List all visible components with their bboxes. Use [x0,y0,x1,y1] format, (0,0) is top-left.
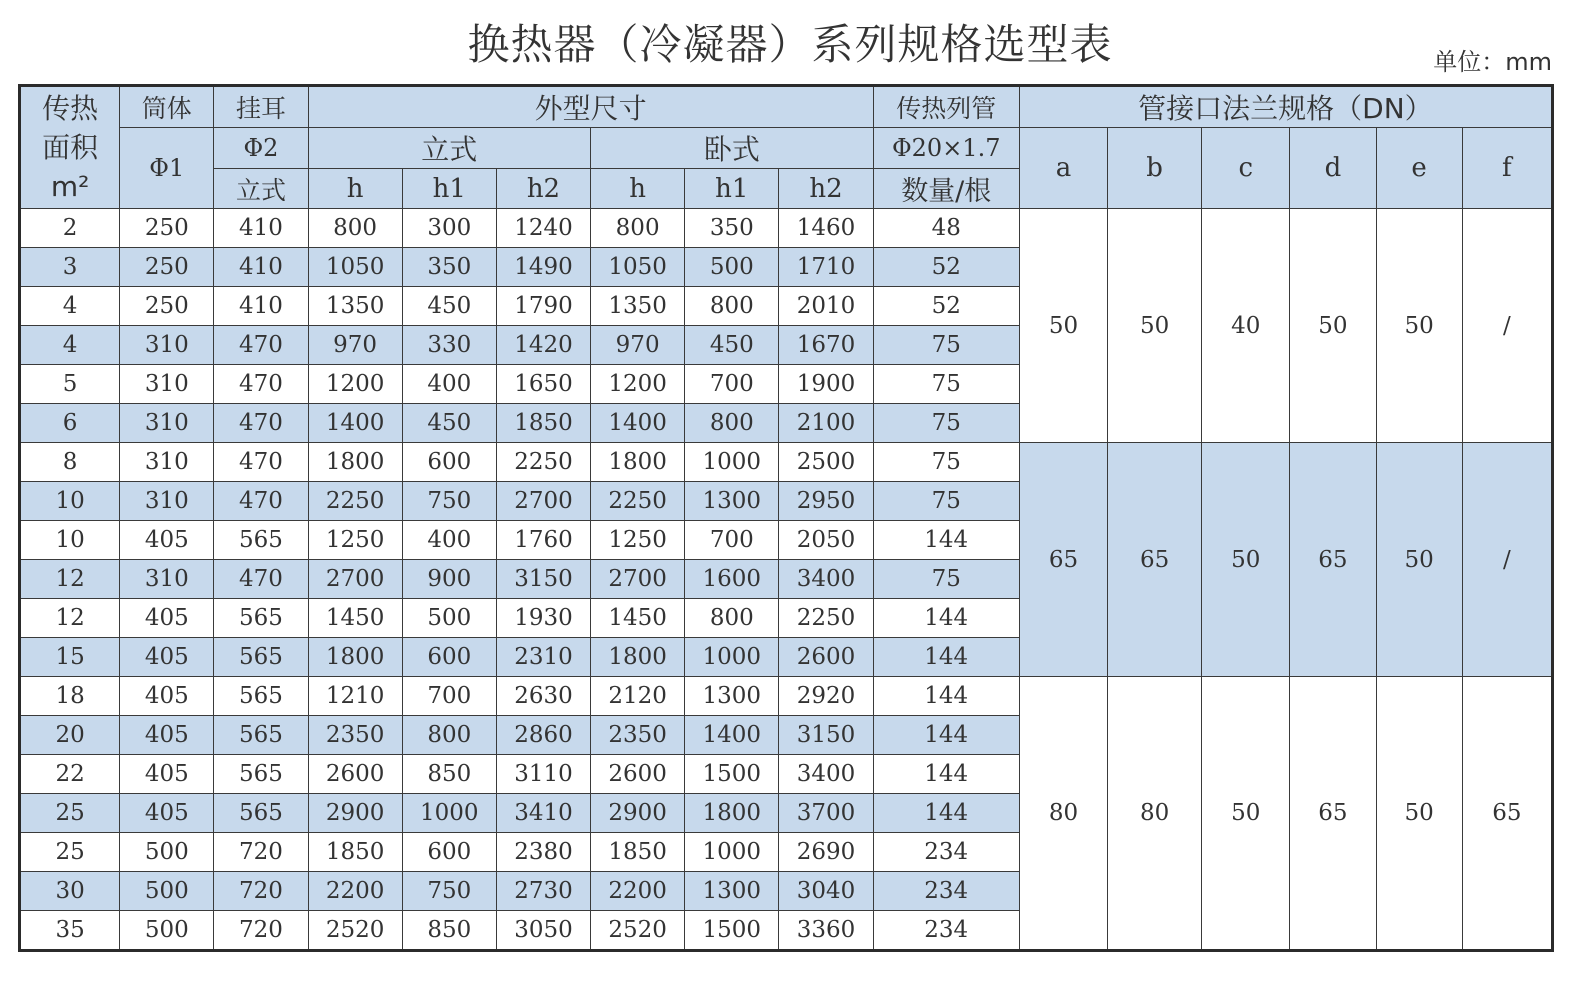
header-horizontal-h: h [591,169,685,209]
cell-vertical-h: 2700 [308,560,402,599]
cell-shell-d1: 405 [120,716,214,755]
cell-tube-count: 75 [873,326,1019,365]
cell-vertical-h2: 2380 [496,833,590,872]
cell-horizontal-h2: 1460 [779,209,873,248]
cell-shell-d1: 310 [120,560,214,599]
cell-horizontal-h1: 1500 [685,755,779,794]
cell-vertical-h1: 600 [402,443,496,482]
cell-lug-d2: 410 [214,248,308,287]
cell-tube-count: 234 [873,911,1019,951]
cell-vertical-h: 1050 [308,248,402,287]
cell-horizontal-h1: 800 [685,599,779,638]
cell-area: 10 [20,521,120,560]
cell-shell-d1: 310 [120,326,214,365]
cell-lug-d2: 470 [214,365,308,404]
page-title: 换热器（冷凝器）系列规格选型表 [467,20,1113,69]
cell-tube-count: 234 [873,872,1019,911]
cell-tube-count: 75 [873,404,1019,443]
cell-area: 8 [20,443,120,482]
flange-d-group-cell: 50 [1290,209,1376,443]
flange-c-group-cell: 50 [1202,677,1290,951]
cell-lug-d2: 565 [214,521,308,560]
flange-a-group-cell: 80 [1019,677,1107,951]
cell-horizontal-h2: 2920 [779,677,873,716]
cell-horizontal-h2: 2600 [779,638,873,677]
cell-horizontal-h: 2120 [591,677,685,716]
cell-area: 12 [20,560,120,599]
cell-vertical-h: 1210 [308,677,402,716]
cell-lug-d2: 720 [214,833,308,872]
cell-vertical-h: 1850 [308,833,402,872]
table-header [20,86,1553,209]
cell-vertical-h1: 300 [402,209,496,248]
cell-horizontal-h: 1250 [591,521,685,560]
cell-area: 6 [20,404,120,443]
cell-shell-d1: 500 [120,911,214,951]
cell-horizontal-h2: 3040 [779,872,873,911]
cell-vertical-h: 1800 [308,443,402,482]
cell-shell-d1: 500 [120,833,214,872]
cell-area: 2 [20,209,120,248]
header-shell-label: 筒体 [120,86,214,128]
flange-c-group-cell: 40 [1202,209,1290,443]
cell-area: 18 [20,677,120,716]
cell-horizontal-h1: 350 [685,209,779,248]
cell-lug-d2: 720 [214,872,308,911]
cell-vertical-h2: 1240 [496,209,590,248]
cell-vertical-h: 2200 [308,872,402,911]
cell-area: 4 [20,287,120,326]
header-flange-c: c [1202,128,1290,209]
cell-horizontal-h: 2250 [591,482,685,521]
cell-vertical-h2: 2310 [496,638,590,677]
cell-horizontal-h2: 3150 [779,716,873,755]
cell-lug-d2: 565 [214,599,308,638]
cell-horizontal-h1: 1300 [685,872,779,911]
cell-horizontal-h1: 1000 [685,833,779,872]
cell-tube-count: 48 [873,209,1019,248]
cell-area: 3 [20,248,120,287]
flange-f-group-cell: / [1462,443,1552,677]
cell-horizontal-h: 2900 [591,794,685,833]
cell-vertical-h: 2900 [308,794,402,833]
cell-horizontal-h1: 700 [685,365,779,404]
cell-vertical-h: 1350 [308,287,402,326]
cell-vertical-h2: 1650 [496,365,590,404]
cell-vertical-h: 1400 [308,404,402,443]
cell-horizontal-h2: 1670 [779,326,873,365]
cell-vertical-h2: 1760 [496,521,590,560]
cell-horizontal-h: 1800 [591,638,685,677]
header-lug-vertical: 立式 [214,169,308,209]
cell-area: 12 [20,599,120,638]
header-vertical-h: h [308,169,402,209]
cell-shell-d1: 310 [120,365,214,404]
header-flange-d: d [1290,128,1376,209]
spec-table [18,84,1554,952]
cell-lug-d2: 470 [214,326,308,365]
cell-horizontal-h1: 1000 [685,638,779,677]
cell-lug-d2: 470 [214,443,308,482]
cell-lug-d2: 565 [214,677,308,716]
cell-tube-count: 75 [873,365,1019,404]
cell-horizontal-h1: 800 [685,404,779,443]
cell-horizontal-h2: 1900 [779,365,873,404]
cell-vertical-h2: 2730 [496,872,590,911]
cell-lug-d2: 410 [214,209,308,248]
cell-horizontal-h1: 700 [685,521,779,560]
header-outer-dims: 外型尺寸 [308,86,873,128]
cell-vertical-h2: 2250 [496,443,590,482]
cell-tube-count: 144 [873,599,1019,638]
cell-horizontal-h1: 500 [685,248,779,287]
flange-b-group-cell: 80 [1108,677,1202,951]
cell-vertical-h1: 900 [402,560,496,599]
flange-b-group-cell: 50 [1108,209,1202,443]
cell-horizontal-h: 1450 [591,599,685,638]
cell-horizontal-h1: 1300 [685,677,779,716]
cell-tube-count: 52 [873,287,1019,326]
table-row [20,443,1553,482]
header-shell-symbol: Φ1 [120,128,214,209]
cell-horizontal-h: 1200 [591,365,685,404]
header-flange-e: e [1376,128,1462,209]
cell-lug-d2: 565 [214,716,308,755]
cell-shell-d1: 310 [120,482,214,521]
cell-horizontal-h1: 1400 [685,716,779,755]
cell-shell-d1: 310 [120,404,214,443]
header-area-unit: m² [50,170,90,203]
cell-shell-d1: 310 [120,443,214,482]
cell-vertical-h1: 350 [402,248,496,287]
cell-vertical-h1: 400 [402,365,496,404]
cell-area: 4 [20,326,120,365]
cell-vertical-h1: 850 [402,911,496,951]
cell-vertical-h: 2520 [308,911,402,951]
cell-tube-count: 144 [873,794,1019,833]
cell-vertical-h2: 1420 [496,326,590,365]
unit-label: 单位：mm [1433,48,1552,76]
cell-lug-d2: 410 [214,287,308,326]
cell-lug-d2: 720 [214,911,308,951]
cell-horizontal-h2: 2690 [779,833,873,872]
header-flange-f: f [1462,128,1552,209]
cell-lug-d2: 470 [214,482,308,521]
cell-horizontal-h2: 2100 [779,404,873,443]
header-tube-count: 数量/根 [873,169,1019,209]
cell-area: 5 [20,365,120,404]
cell-vertical-h2: 3110 [496,755,590,794]
cell-vertical-h1: 450 [402,404,496,443]
flange-a-group-cell: 65 [1019,443,1107,677]
header-horizontal-h1: h1 [685,169,779,209]
cell-tube-count: 144 [873,755,1019,794]
cell-horizontal-h2: 1710 [779,248,873,287]
cell-shell-d1: 405 [120,638,214,677]
header-tube-spec: Φ20×1.7 [873,128,1019,169]
cell-vertical-h2: 3050 [496,911,590,951]
flange-e-group-cell: 50 [1376,677,1462,951]
cell-vertical-h1: 330 [402,326,496,365]
flange-d-group-cell: 65 [1290,443,1376,677]
cell-tube-count: 75 [873,482,1019,521]
cell-horizontal-h1: 1500 [685,911,779,951]
cell-area: 20 [20,716,120,755]
cell-horizontal-h: 1050 [591,248,685,287]
header-horizontal-h2: h2 [779,169,873,209]
cell-vertical-h2: 3150 [496,560,590,599]
cell-vertical-h1: 600 [402,638,496,677]
cell-vertical-h: 1200 [308,365,402,404]
cell-horizontal-h: 2600 [591,755,685,794]
flange-f-group-cell: 65 [1462,677,1552,951]
cell-horizontal-h2: 2250 [779,599,873,638]
cell-vertical-h2: 2700 [496,482,590,521]
header-vertical-h2: h2 [496,169,590,209]
cell-shell-d1: 250 [120,209,214,248]
cell-shell-d1: 405 [120,755,214,794]
cell-vertical-h2: 1490 [496,248,590,287]
cell-vertical-h2: 1930 [496,599,590,638]
cell-lug-d2: 565 [214,755,308,794]
cell-area: 15 [20,638,120,677]
flange-a-group-cell: 50 [1019,209,1107,443]
cell-area: 25 [20,794,120,833]
cell-horizontal-h2: 2010 [779,287,873,326]
cell-vertical-h: 970 [308,326,402,365]
cell-shell-d1: 250 [120,287,214,326]
cell-horizontal-h2: 3400 [779,755,873,794]
cell-shell-d1: 405 [120,599,214,638]
cell-tube-count: 144 [873,677,1019,716]
cell-lug-d2: 565 [214,794,308,833]
cell-horizontal-h: 2700 [591,560,685,599]
cell-shell-d1: 405 [120,677,214,716]
cell-area: 30 [20,872,120,911]
header-area-line1: 传热 [42,92,99,125]
table-body [20,209,1553,951]
cell-vertical-h2: 2630 [496,677,590,716]
cell-area: 10 [20,482,120,521]
cell-vertical-h: 1250 [308,521,402,560]
header-lug-symbol: Φ2 [214,128,308,169]
cell-horizontal-h1: 1600 [685,560,779,599]
cell-vertical-h1: 850 [402,755,496,794]
cell-horizontal-h2: 3360 [779,911,873,951]
header-area-line2: 面积 [42,131,99,164]
cell-horizontal-h2: 3700 [779,794,873,833]
cell-shell-d1: 405 [120,521,214,560]
cell-vertical-h: 2600 [308,755,402,794]
header-area [20,86,120,209]
cell-tube-count: 75 [873,443,1019,482]
cell-horizontal-h: 970 [591,326,685,365]
cell-area: 35 [20,911,120,951]
cell-horizontal-h1: 800 [685,287,779,326]
cell-vertical-h1: 750 [402,872,496,911]
flange-c-group-cell: 50 [1202,443,1290,677]
cell-vertical-h1: 600 [402,833,496,872]
header-vertical-h1: h1 [402,169,496,209]
header-flange: 管接口法兰规格（DN） [1019,86,1552,128]
cell-tube-count: 144 [873,521,1019,560]
cell-vertical-h: 1450 [308,599,402,638]
cell-horizontal-h2: 2050 [779,521,873,560]
flange-b-group-cell: 65 [1108,443,1202,677]
cell-horizontal-h1: 1800 [685,794,779,833]
cell-vertical-h2: 3410 [496,794,590,833]
flange-f-group-cell: / [1462,209,1552,443]
cell-vertical-h: 800 [308,209,402,248]
cell-vertical-h1: 1000 [402,794,496,833]
cell-horizontal-h1: 450 [685,326,779,365]
cell-shell-d1: 405 [120,794,214,833]
header-flange-a: a [1019,128,1107,209]
cell-shell-d1: 250 [120,248,214,287]
cell-vertical-h1: 400 [402,521,496,560]
flange-e-group-cell: 50 [1376,209,1462,443]
cell-horizontal-h: 2350 [591,716,685,755]
flange-d-group-cell: 65 [1290,677,1376,951]
cell-vertical-h: 1800 [308,638,402,677]
header-vertical: 立式 [308,128,591,169]
cell-lug-d2: 470 [214,560,308,599]
header-horizontal: 卧式 [591,128,874,169]
flange-e-group-cell: 50 [1376,443,1462,677]
cell-vertical-h2: 1790 [496,287,590,326]
header-flange-b: b [1108,128,1202,209]
cell-vertical-h1: 800 [402,716,496,755]
cell-area: 22 [20,755,120,794]
cell-vertical-h1: 500 [402,599,496,638]
cell-horizontal-h1: 1300 [685,482,779,521]
cell-horizontal-h: 2520 [591,911,685,951]
table-row [20,209,1553,248]
cell-tube-count: 234 [873,833,1019,872]
cell-tube-count: 75 [873,560,1019,599]
cell-shell-d1: 500 [120,872,214,911]
cell-vertical-h2: 1850 [496,404,590,443]
cell-vertical-h1: 450 [402,287,496,326]
cell-horizontal-h2: 3400 [779,560,873,599]
cell-horizontal-h: 800 [591,209,685,248]
cell-lug-d2: 565 [214,638,308,677]
header-lug-label: 挂耳 [214,86,308,128]
cell-horizontal-h2: 2500 [779,443,873,482]
cell-tube-count: 144 [873,638,1019,677]
cell-horizontal-h2: 2950 [779,482,873,521]
cell-vertical-h2: 2860 [496,716,590,755]
cell-vertical-h1: 750 [402,482,496,521]
cell-horizontal-h: 1350 [591,287,685,326]
cell-lug-d2: 470 [214,404,308,443]
cell-horizontal-h: 1850 [591,833,685,872]
cell-horizontal-h1: 1000 [685,443,779,482]
table-row [20,677,1553,716]
cell-vertical-h: 2250 [308,482,402,521]
header-tube-label: 传热列管 [873,86,1019,128]
cell-horizontal-h: 2200 [591,872,685,911]
cell-horizontal-h: 1800 [591,443,685,482]
cell-area: 25 [20,833,120,872]
cell-tube-count: 144 [873,716,1019,755]
cell-vertical-h: 2350 [308,716,402,755]
cell-horizontal-h: 1400 [591,404,685,443]
cell-vertical-h1: 700 [402,677,496,716]
cell-tube-count: 52 [873,248,1019,287]
